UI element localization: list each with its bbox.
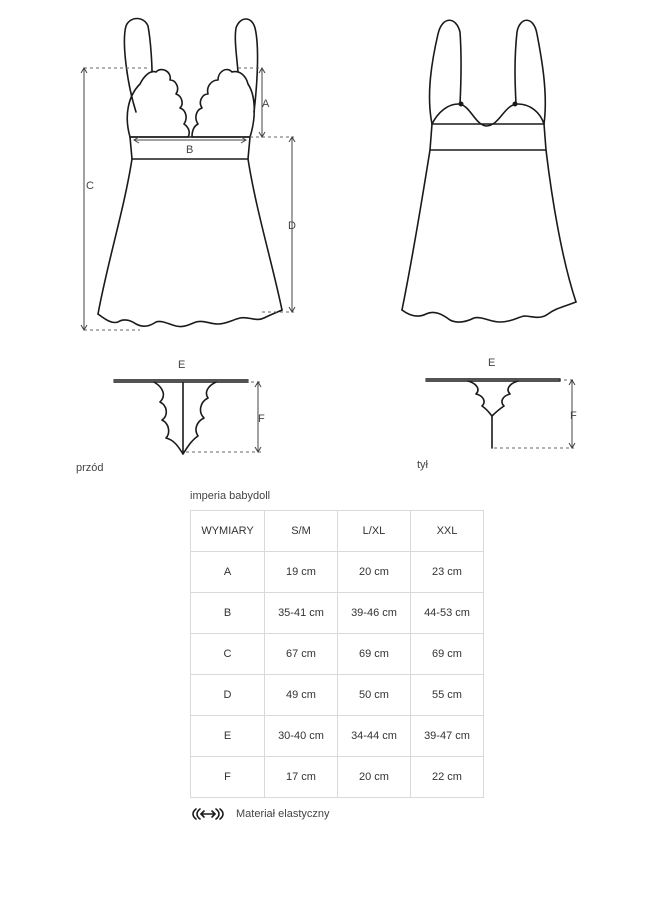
label-e-back: E — [488, 357, 496, 369]
label-a: A — [262, 98, 270, 110]
table-cell: 39-47 cm — [411, 716, 484, 757]
table-cell: B — [191, 593, 265, 634]
table-row — [191, 716, 484, 757]
babydoll-front-drawing — [98, 19, 282, 327]
table-cell: 39-46 cm — [338, 593, 411, 634]
front-dimension-arrows — [81, 68, 295, 452]
back-measurement-lines — [494, 380, 574, 448]
table-cell: 69 cm — [411, 634, 484, 675]
label-e-front: E — [178, 359, 186, 371]
elastic-legend-text: Materiał elastyczny — [236, 808, 330, 820]
table-row — [191, 593, 484, 634]
table-row — [191, 552, 484, 593]
table-cell: 35-41 cm — [265, 593, 338, 634]
table-cell: 69 cm — [338, 634, 411, 675]
table-cell: 19 cm — [265, 552, 338, 593]
table-cell: A — [191, 552, 265, 593]
table-cell: C — [191, 634, 265, 675]
label-f-front: F — [258, 413, 265, 425]
table-cell: 44-53 cm — [411, 593, 484, 634]
label-d: D — [288, 220, 296, 232]
label-c: C — [86, 180, 94, 192]
header-cell: L/XL — [338, 511, 411, 552]
table-cell: 23 cm — [411, 552, 484, 593]
table-cell: F — [191, 757, 265, 798]
back-view-caption: tył — [417, 459, 428, 471]
product-title: imperia babydoll — [190, 490, 271, 502]
table-cell: D — [191, 675, 265, 716]
table-cell: 20 cm — [338, 552, 411, 593]
table-cell: 20 cm — [338, 757, 411, 798]
front-view-caption: przód — [76, 462, 104, 474]
thong-back-drawing — [426, 379, 560, 448]
table-cell: 49 cm — [265, 675, 338, 716]
table-cell: 55 cm — [411, 675, 484, 716]
table-cell: 50 cm — [338, 675, 411, 716]
table-cell: 17 cm — [265, 757, 338, 798]
table-cell: 67 cm — [265, 634, 338, 675]
table-cell: 34-44 cm — [338, 716, 411, 757]
table-cell: 22 cm — [411, 757, 484, 798]
label-b: B — [186, 144, 194, 156]
back-strap-buttons — [459, 102, 518, 107]
header-cell: S/M — [265, 511, 338, 552]
table-row — [191, 757, 484, 798]
babydoll-back-drawing — [402, 20, 576, 322]
header-cell: WYMIARY — [191, 511, 265, 552]
table-cell: 30-40 cm — [265, 716, 338, 757]
table-header-row — [191, 511, 484, 552]
size-table — [190, 510, 484, 798]
table-cell: E — [191, 716, 265, 757]
table-row — [191, 634, 484, 675]
elastic-material-icon — [190, 807, 226, 821]
table-row — [191, 675, 484, 716]
header-cell: XXL — [411, 511, 484, 552]
label-f-back: F — [570, 410, 577, 422]
thong-front-drawing — [114, 380, 248, 454]
elastic-legend — [190, 806, 330, 822]
